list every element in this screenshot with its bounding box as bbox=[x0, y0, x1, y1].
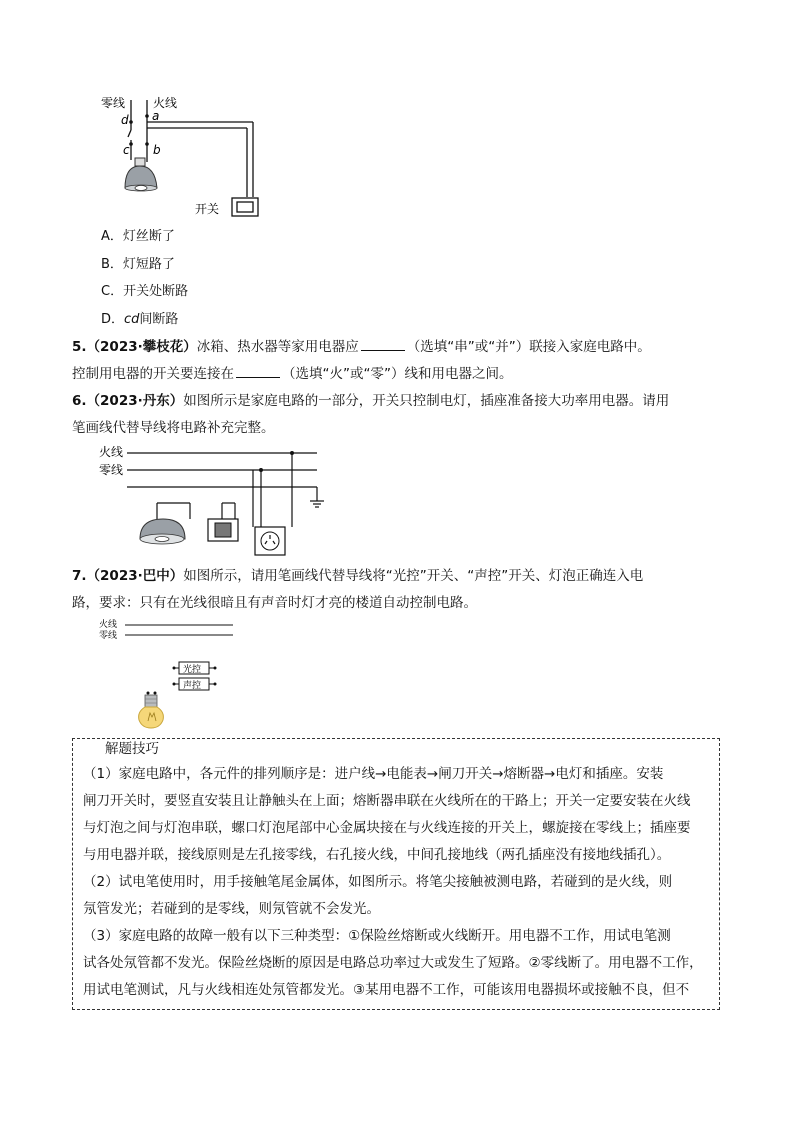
stairway-circuit-figure bbox=[95, 616, 245, 734]
option-a: A．灯丝断了 bbox=[101, 229, 175, 244]
household-circuit-figure bbox=[95, 443, 335, 558]
question-7-line1: 7.（2023·巴中）如图所示，请用笔画线代替导线将“光控”开关、“声控”开关、灯泡正确连入电 bbox=[72, 568, 644, 584]
question-6-line2: 笔画线代替导线将电路补充完整。 bbox=[72, 420, 275, 436]
switch-label: 开关 bbox=[195, 202, 220, 216]
question-6-line1: 6.（2023·丹东）如图所示是家庭电路的一部分，开关只控制电灯，插座准备接大功率用电器。请用 bbox=[72, 393, 670, 409]
tip-paragraph-1: （1）家庭电路中，各元件的排列顺序是：进户线→电能表→闸刀开关→熔断器→电灯和插座。安装 闸刀开关时，要竖直安装且让静触头在上面；熔断器串联在火线所在的干路上；开关一定要安装在火线 与灯泡之间与灯泡串联，螺口灯泡尾部中心金属块接在与火线连接的开关上，螺旋接在零线上；插座要 与用电器并联，接线原则是左孔接零线，右孔接火线，中间孔接地线（两孔插座没有接地线插孔）。 bbox=[83, 766, 691, 863]
light-bulb-icon bbox=[139, 692, 164, 729]
q6-socket-icon bbox=[253, 453, 292, 555]
question-7-line2: 路，要求：只有在光线很暗且有声音时灯才亮的楼道自动控制电路。 bbox=[72, 595, 477, 611]
answer-blank bbox=[236, 365, 280, 378]
sound-control-switch-icon bbox=[173, 678, 217, 691]
light-control-switch-icon bbox=[173, 662, 217, 675]
lamp-icon bbox=[125, 158, 157, 191]
q6-lamp-icon bbox=[140, 503, 190, 544]
lamp-circuit-figure bbox=[95, 92, 270, 222]
solving-tips-title: 解题技巧 bbox=[105, 741, 159, 757]
answer-blank bbox=[361, 338, 405, 351]
light-control-label: 光控 bbox=[183, 665, 202, 675]
point-c-label: c bbox=[123, 143, 130, 157]
q7-live-label: 火线 bbox=[99, 620, 118, 630]
tip-paragraph-2: （2）试电笔使用时，用手接触笔尾金属体，如图所示。将笔尖接触被测电路，若碰到的是火线，则 氖管发光；若碰到的是零线，则氖管就不会发光。 bbox=[83, 874, 673, 917]
option-b: B．灯短路了 bbox=[101, 257, 175, 272]
tip-paragraph-3: （3）家庭电路的故障一般有以下三种类型：①保险丝熔断或火线断开。用电器不工作，用试电笔测 试各处氖管都不发光。保险丝烧断的原因是电路总功率过大或发生了短路。②零线断了。用电器不工作， 用试电笔测试，凡与火线相连处氖管都发光。③某用电器不工作，可能该用电器损坏或接触不良，但不 bbox=[83, 928, 703, 998]
option-d: D．cd间断路 bbox=[101, 312, 179, 327]
point-b-label: b bbox=[153, 143, 161, 157]
option-c: C．开关处断路 bbox=[101, 284, 189, 299]
question-5-line2: 控制用电器的开关要连接在 （选填“火”或“零”）线和用电器之间。 bbox=[72, 366, 513, 382]
q6-switch-icon bbox=[208, 503, 238, 541]
point-a-label: a bbox=[152, 109, 160, 123]
point-d-label: d bbox=[121, 113, 129, 127]
q6-neutral-label: 零线 bbox=[99, 463, 124, 477]
q6-live-label: 火线 bbox=[99, 445, 124, 459]
question-5-line1: 5.（2023·攀枝花）冰箱、热水器等家用电器应 （选填“串”或“并”）联接入家庭电路中。 bbox=[72, 339, 651, 355]
live-wire-label: 火线 bbox=[153, 96, 178, 110]
sound-control-label: 声控 bbox=[183, 681, 202, 691]
q7-neutral-label: 零线 bbox=[99, 631, 118, 641]
neutral-wire-label: 零线 bbox=[101, 96, 126, 110]
